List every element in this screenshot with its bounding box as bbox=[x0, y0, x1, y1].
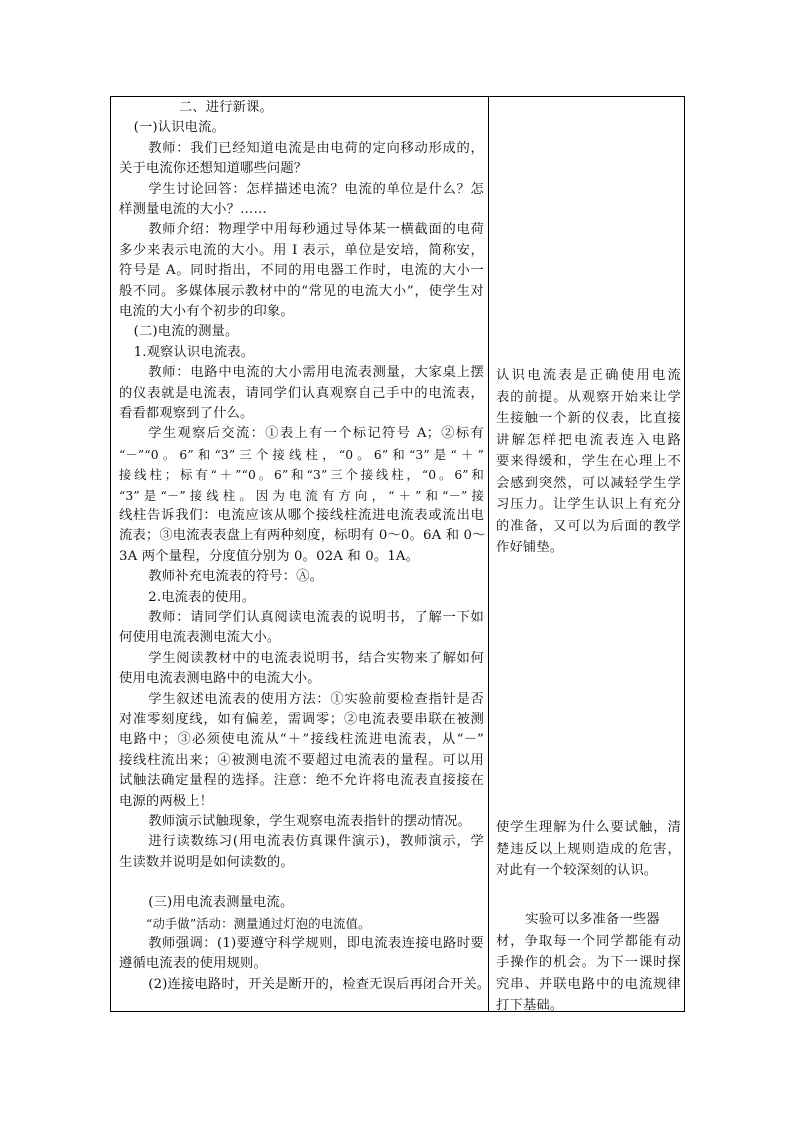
text-line: 关于电流你还想知道哪些问题？ bbox=[119, 161, 308, 177]
text-line: 生接触一个新的仪表，比直接 bbox=[496, 411, 681, 426]
text-line: 接线柱流出来；④被测电流不要超过电流表的量程。可以用 bbox=[119, 752, 484, 768]
text-line: 试触法确定量程的选择。注意：绝不允许将电流表直接接在 bbox=[119, 773, 484, 789]
text-line: 3A 两个量程，分度值分别为 0。02A 和 0。1A。 bbox=[119, 548, 420, 564]
text-line: 进行读数练习(用电流表仿真课件演示)，教师演示，学 bbox=[148, 834, 484, 850]
text-line: 表的前提。从观察开始来让学 bbox=[496, 389, 681, 405]
text-line: 作好铺垫。 bbox=[496, 540, 564, 555]
text-line: 教师强调：(1)要遵守科学规则，即电流表连接电路时要 bbox=[148, 936, 484, 951]
text-line: 般不同。多媒体展示教材中的“常见的电流大小”，使学生对 bbox=[119, 283, 484, 299]
text-line: 1.观察认识电流表。 bbox=[133, 344, 255, 360]
text-line: 要来得缓和，学生在心理上不 bbox=[496, 454, 681, 469]
text-line: 对准零刻度线，如有偏差，需调零；②电流表要串联在被测 bbox=[119, 712, 484, 727]
text-line: “3”是“－”接线柱。因为电流有方向，“＋”和“－”接 bbox=[119, 488, 484, 503]
text-line: 接线柱；标有“＋”“0。6”和“3”三个接线柱，“0。6”和 bbox=[119, 468, 484, 483]
text-line: 学生阅读教材中的电流表说明书，结合实物来了解如何 bbox=[148, 650, 484, 666]
text-line: (二)电流的测量。 bbox=[133, 324, 239, 340]
text-line: 打下基础。 bbox=[496, 998, 564, 1013]
text-line: 的仪表就是电流表，请同学们认真观察自己手中的电流表， bbox=[119, 385, 484, 401]
text-line: 学生讨论回答：怎样描述电流？电流的单位是什么？怎 bbox=[148, 181, 484, 197]
text-line: 学生观察后交流：①表上有一个标记符号 A；②标有 bbox=[148, 426, 484, 442]
text-line: 遵循电流表的使用规则。 bbox=[119, 956, 267, 972]
text-line: 究串、并联电路中的电流规律 bbox=[496, 976, 681, 992]
text-line: “动手做”活动：测量通过灯泡的电流值。 bbox=[146, 916, 371, 931]
lesson-plan-table bbox=[110, 96, 685, 1012]
text-line: 符号是 A。同时指出，不同的用电器工作时，电流的大小一 bbox=[119, 263, 484, 279]
text-line: 2.电流表的使用。 bbox=[148, 589, 256, 605]
text-line: 学生叙述电流表的使用方法：①实验前要检查指针是否 bbox=[148, 691, 484, 707]
text-line: 电路中；③必须使电流从“＋”接线柱流进电流表，从“－” bbox=[119, 732, 484, 748]
text-line: 电流的大小有个初步的印象。 bbox=[119, 304, 294, 319]
text-line: 二、进行新课。 bbox=[178, 100, 273, 115]
text-line: (一)认识电流。 bbox=[133, 120, 225, 136]
text-line: “－”“0。6”和“3”三个接线柱，“0。6”和“3”是“＋” bbox=[119, 447, 484, 462]
text-line: 实验可以多准备一些器 bbox=[525, 912, 660, 927]
text-line: 认识电流表是正确使用电流 bbox=[496, 368, 681, 383]
text-line: 教师演示试触现象，学生观察电流表指针的摆动情况。 bbox=[148, 814, 471, 829]
text-line: 讲解怎样把电流表连入电路 bbox=[496, 432, 681, 448]
text-line: 材，争取每一个同学都能有动 bbox=[496, 933, 681, 949]
text-line: 线柱告诉我们：电流应该从哪个接线柱流进电流表或流出电 bbox=[119, 508, 484, 523]
text-line: 教师：请同学们认真阅读电流表的说明书，了解一下如 bbox=[148, 610, 484, 625]
text-line: 使学生理解为什么要试触，清 bbox=[496, 820, 681, 835]
text-line: 多少来表示电流的大小。用 I 表示，单位是安培，简称安， bbox=[119, 242, 484, 258]
text-line: 的准备，又可以为后面的教学 bbox=[496, 518, 681, 534]
text-line: 何使用电流表测电流大小。 bbox=[119, 630, 281, 646]
text-line: 样测量电流的大小？…… bbox=[119, 202, 267, 217]
text-line: (三)用电流表测量电流。 bbox=[148, 895, 294, 911]
text-line: 教师：我们已经知道电流是由电荷的定向移动形成的， bbox=[148, 140, 484, 156]
text-line: 对此有一个较深刻的认识。 bbox=[496, 863, 658, 878]
text-line: 教师补充电流表的符号：Ⓐ。 bbox=[148, 569, 324, 585]
text-line: 看看都观察到了什么。 bbox=[119, 406, 254, 421]
text-line: 教师：电路中电流的大小需用电流表测量，大家桌上摆 bbox=[148, 365, 484, 381]
text-line: 习压力。让学生认识上有充分 bbox=[496, 497, 681, 512]
text-line: 手操作的机会。为下一课时探 bbox=[496, 955, 681, 970]
text-line: 电源的两极上！ bbox=[119, 793, 214, 809]
text-line: 会感到突然，可以减轻学生学 bbox=[496, 475, 681, 491]
text-line: 楚违反以上规则造成的危害， bbox=[496, 841, 681, 857]
text-line: 教师介绍：物理学中用每秒通过导体某一横截面的电荷 bbox=[148, 222, 484, 238]
text-line: 流表；③电流表表盘上有两种刻度，标明有 0～0。6A 和 0～ bbox=[119, 528, 486, 544]
text-line: (2)连接电路时，开关是断开的，检查无误后再闭合开关。 bbox=[148, 976, 491, 992]
text-line: 使用电流表测电路中的电流大小。 bbox=[119, 671, 321, 687]
text-line: 生读数并说明是如何读数的。 bbox=[119, 854, 294, 870]
